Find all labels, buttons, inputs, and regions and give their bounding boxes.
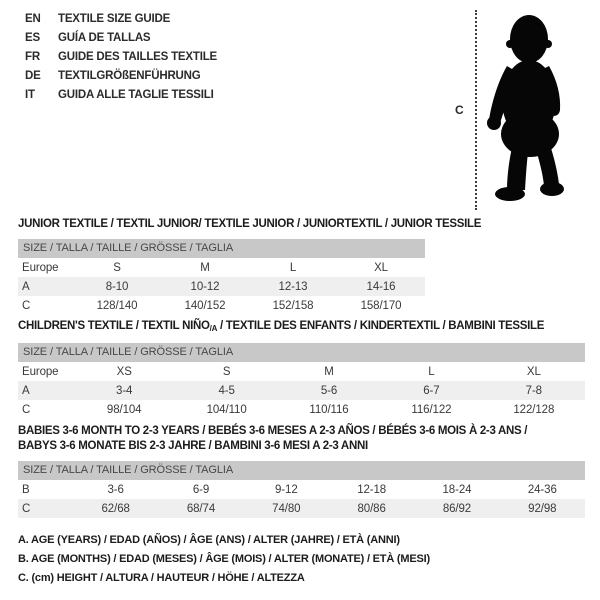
table-cell: 98/104 (106, 403, 142, 416)
guide-title: TEXTILGRÖßENFÜHRUNG (58, 69, 201, 82)
table-cell: 92/98 (528, 502, 557, 515)
table-cell: S (113, 261, 121, 274)
table-row (18, 296, 425, 315)
table-cell: 74/80 (272, 502, 301, 515)
row-label: Europe (22, 261, 59, 274)
children-table-title (18, 319, 585, 336)
row-label: C (22, 403, 31, 416)
table-cell: 116/122 (411, 403, 452, 416)
table-cell: 6-9 (192, 483, 210, 496)
table-cell: 68/74 (186, 502, 216, 515)
table-cell: M (324, 365, 334, 378)
children-table-rows (18, 362, 585, 419)
row-label: B (22, 483, 30, 496)
children-title-text: / TEXTILE DES ENFANTS / KINDERTEXTIL / BAMBINI TESSILE (217, 320, 545, 332)
language-code: DE (25, 69, 41, 82)
table-cell: 12-18 (357, 483, 387, 496)
table-cell: 14-16 (366, 280, 396, 293)
table-cell: L (289, 261, 297, 274)
table-cell: 86/92 (442, 502, 472, 515)
table-cell: L (428, 365, 435, 378)
legend-height: C. (cm) HEIGHT / ALTURA / HAUTEUR / HÖHE / ALTEZZA (18, 572, 305, 584)
table-cell: 18-24 (442, 483, 472, 496)
table-cell: 140/152 (184, 299, 226, 312)
babies-table-title-line2: BABYS 3-6 MONATE BIS 2-3 JAHRE / BAMBINI 3-6 MESI A 2-3 ANNI (18, 440, 368, 452)
table-cell: 12-13 (278, 280, 308, 293)
table-row (18, 480, 585, 499)
babies-table-rows (18, 480, 585, 518)
table-cell: 122/128 (513, 403, 555, 416)
babies-size-table-section (18, 424, 585, 518)
legend-age-months: B. AGE (MONTHS) / EDAD (MESES) / ÂGE (MOIS) / ALTER (MONATE) / ETÀ (MESI) (18, 553, 430, 565)
table-cell: 6-7 (423, 384, 440, 397)
row-label: Europe (22, 365, 59, 378)
language-row (25, 9, 217, 28)
table-cell: 24-36 (527, 483, 557, 496)
table-cell: 80/86 (357, 502, 386, 515)
language-row (25, 47, 217, 66)
table-cell: 3-6 (107, 483, 124, 496)
measurement-legend (18, 531, 430, 588)
guide-title: GUIDE DES TAILLES TEXTILE (58, 50, 217, 63)
language-code: EN (25, 12, 41, 25)
table-row (18, 362, 585, 381)
table-cell: 62/68 (101, 502, 130, 515)
table-cell: 128/140 (96, 299, 138, 312)
table-cell: XS (116, 365, 132, 378)
children-title-text: CHILDREN'S TEXTILE / TEXTIL NIÑO (18, 320, 210, 332)
table-cell: XL (526, 365, 541, 378)
language-code: ES (25, 31, 40, 44)
language-code: FR (25, 50, 40, 63)
children-title-subscript: /A (209, 324, 218, 333)
guide-title: GUIDA ALLE TAGLIE TESSILI (58, 88, 214, 101)
table-cell: 4-5 (218, 384, 235, 397)
guide-title: GUÍA DE TALLAS (58, 31, 151, 44)
table-cell: 10-12 (190, 280, 220, 293)
junior-size-table-section (18, 217, 482, 315)
table-cell: M (200, 261, 210, 274)
legend-age-years: A. AGE (YEARS) / EDAD (AÑOS) / ÂGE (ANS) / ALTER (JAHRE) / ETÀ (ANNI) (18, 534, 400, 546)
baby-silhouette-icon (483, 8, 573, 213)
language-row (25, 66, 217, 85)
row-label: A (22, 384, 30, 397)
table-row (18, 258, 425, 277)
table-cell: 3-4 (116, 384, 133, 397)
guide-title: TEXTILE SIZE GUIDE (58, 12, 171, 25)
children-size-table-section (18, 319, 585, 419)
row-label: A (22, 280, 30, 293)
table-cell: 7-8 (525, 384, 542, 397)
language-row (25, 85, 217, 104)
height-dotted-line (475, 10, 477, 210)
table-cell: 104/110 (206, 403, 247, 416)
language-row (25, 28, 217, 47)
table-cell: 158/170 (360, 299, 402, 312)
size-header-bar: SIZE / TALLA / TAILLE / GRÖSSE / TAGLIA (18, 239, 425, 258)
table-cell: 5-6 (320, 384, 338, 397)
height-measure-label: C (455, 103, 464, 117)
junior-table-rows (18, 258, 425, 315)
table-cell: 9-12 (275, 483, 298, 496)
table-row (18, 277, 425, 296)
table-cell: 110/116 (309, 403, 349, 416)
table-cell: S (222, 365, 231, 378)
babies-table-title-line1: BABIES 3-6 MONTH TO 2-3 YEARS / BEBÉS 3-6 MESES A 2-3 AÑOS / BÉBÉS 3-6 MOIS À 2-3 ANS / (18, 425, 528, 437)
language-code: IT (25, 88, 35, 101)
language-title-list (25, 9, 217, 104)
row-label: C (22, 502, 31, 515)
table-cell: 152/158 (272, 299, 314, 312)
size-header-bar: SIZE / TALLA / TAILLE / GRÖSSE / TAGLIA (18, 343, 585, 362)
table-row (18, 499, 585, 518)
table-cell: 8-10 (105, 280, 129, 293)
size-header-bar: SIZE / TALLA / TAILLE / GRÖSSE / TAGLIA (18, 461, 585, 480)
table-row (18, 381, 585, 400)
table-row (18, 400, 585, 419)
table-cell: XL (374, 261, 388, 274)
row-label: C (22, 299, 31, 312)
junior-table-title: JUNIOR TEXTILE / TEXTIL JUNIOR/ TEXTILE JUNIOR / JUNIORTEXTIL / JUNIOR TESSILE (18, 218, 482, 230)
